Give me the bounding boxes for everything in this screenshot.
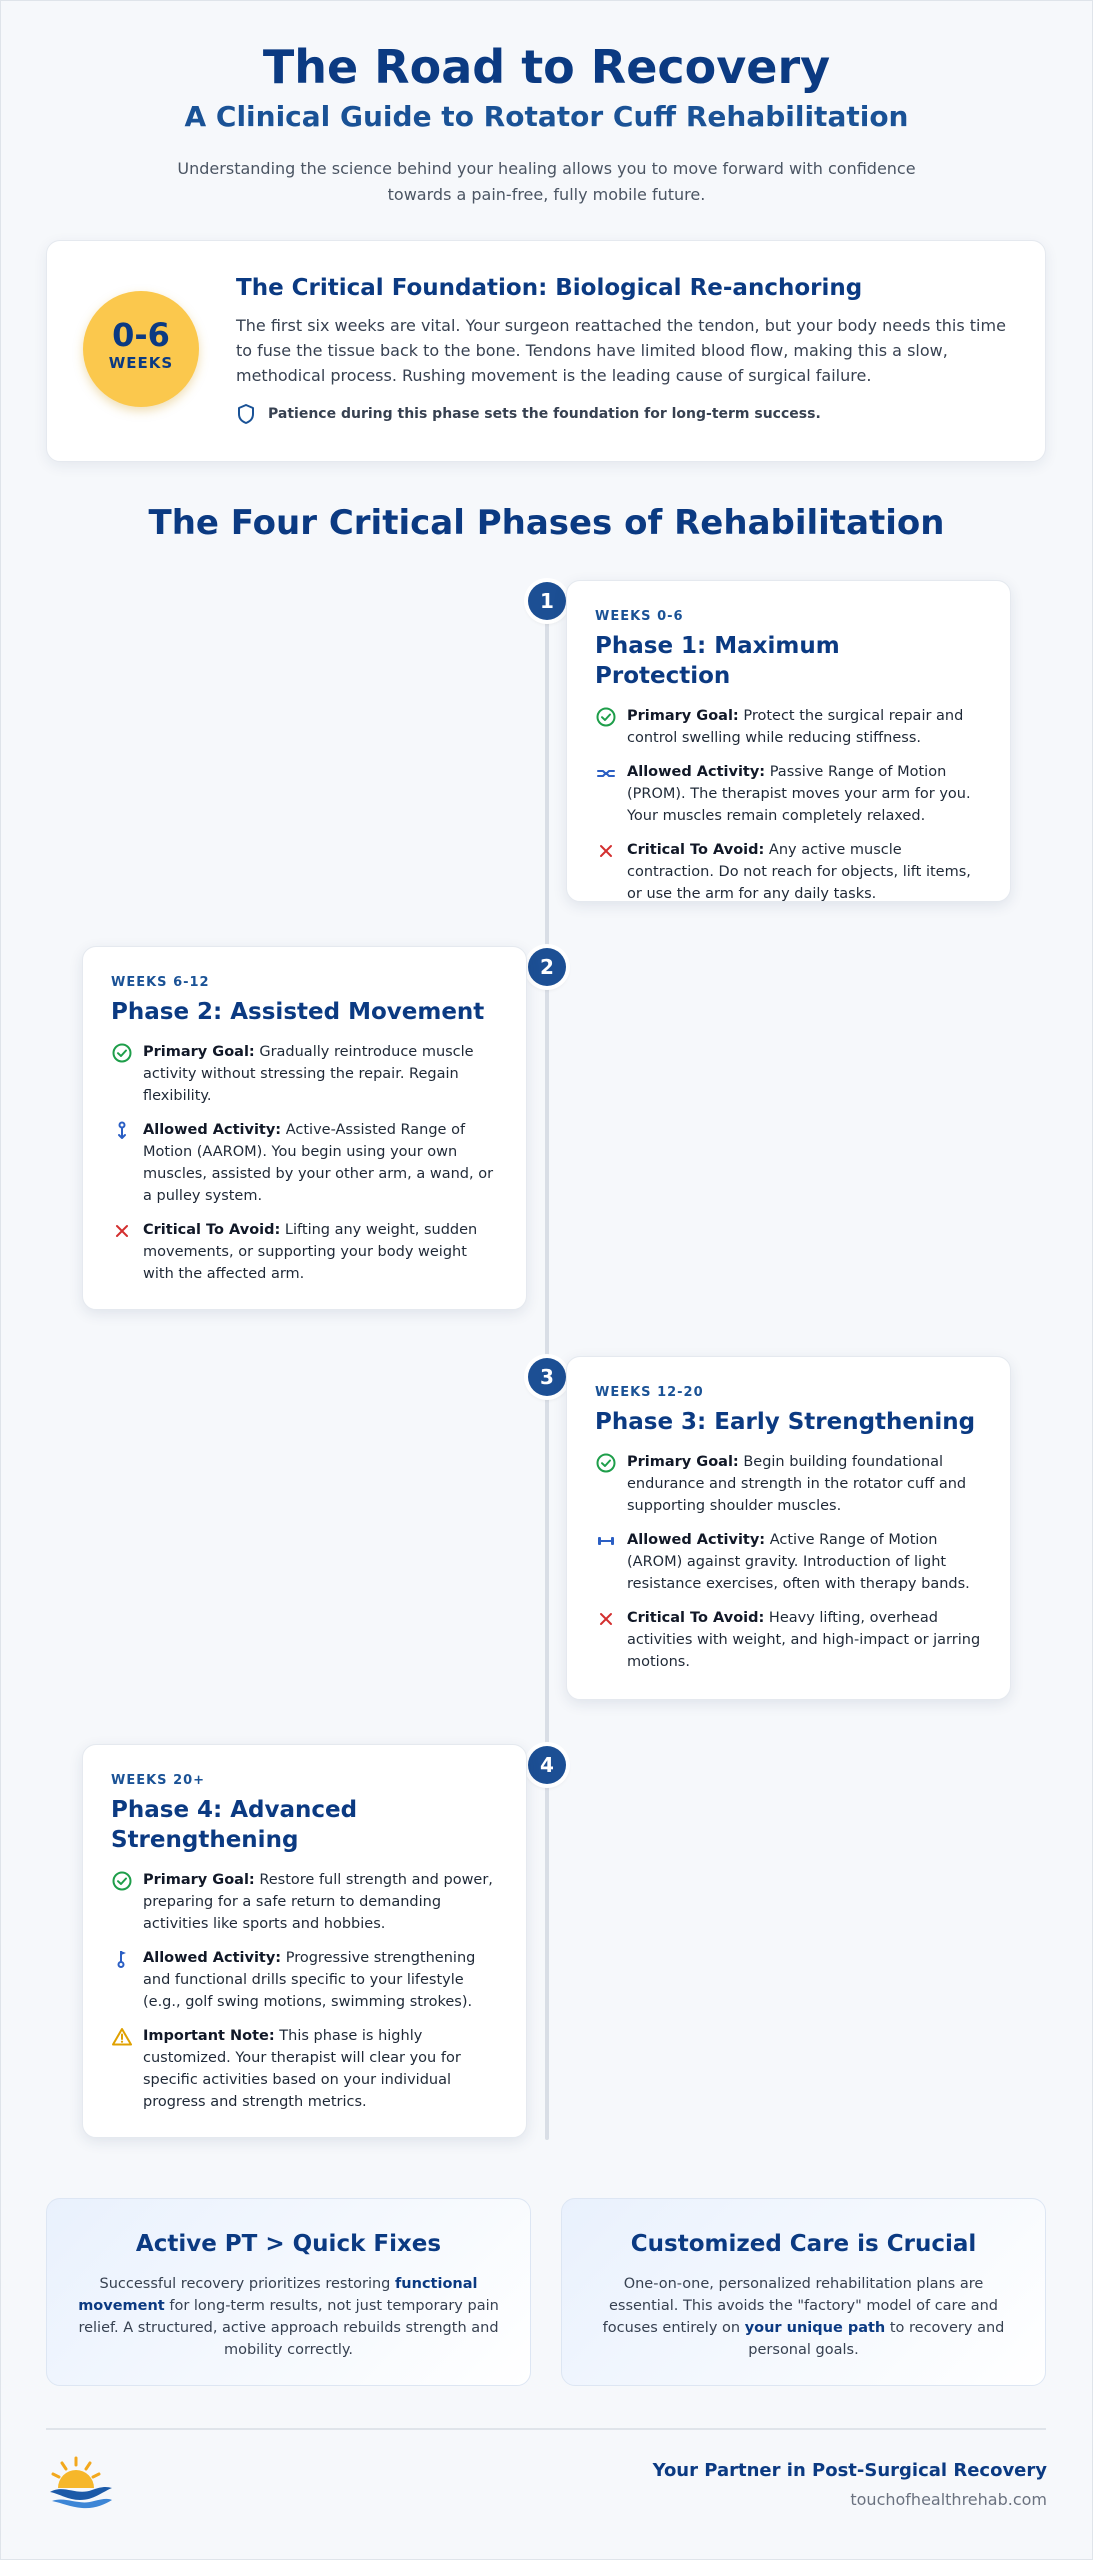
text-part: One-on-one, personalized rehabilitation plans are essential. This avoids the "factory" model of care and focuses entirely on bbox=[602, 2276, 999, 2336]
x-icon bbox=[595, 1608, 617, 1630]
badge-unit: WEEKS bbox=[108, 354, 174, 372]
x-icon bbox=[595, 840, 617, 862]
item-text: Heavy lifting, overhead activities with weight, and high-impact or jarring motions. bbox=[627, 1610, 981, 1670]
phase-title: Phase 1: Maximum Protection bbox=[595, 633, 840, 689]
phase-number-2: 2 bbox=[528, 948, 566, 986]
foundation-note bbox=[236, 403, 821, 425]
brand-logo bbox=[46, 2456, 116, 2512]
phases-section-title: The Four Critical Phases of Rehabilitation bbox=[148, 503, 945, 543]
emphasis-text: your unique path bbox=[744, 2320, 886, 2336]
phase-number-1: 1 bbox=[528, 582, 566, 620]
info-box-active-pt bbox=[46, 2198, 531, 2386]
page-header bbox=[0, 38, 1093, 208]
phase-item-goal bbox=[595, 705, 982, 749]
check-circle-icon bbox=[595, 1452, 617, 1474]
item-text: Protect the surgical repair and control swelling while reducing stiffness. bbox=[627, 708, 964, 746]
item-label: Primary Goal: bbox=[143, 1044, 255, 1060]
info-box-text bbox=[77, 2273, 500, 2361]
phase-item-activity bbox=[595, 1529, 982, 1595]
intro-text: Understanding the science behind your healing allows you to move forward with confidence towards a pain-free, fully mobile future. bbox=[177, 159, 916, 204]
item-text: Restore full strength and power, preparing for a safe return to demanding activities like sports and hobbies. bbox=[143, 1872, 493, 1932]
phase-weeks: WEEKS 6-12 bbox=[111, 975, 210, 990]
phase-item-avoid bbox=[111, 1219, 498, 1285]
phase-weeks: WEEKS 20+ bbox=[111, 1773, 206, 1788]
check-circle-icon bbox=[595, 706, 617, 728]
warning-icon bbox=[111, 2026, 133, 2048]
pulley-icon bbox=[111, 1120, 133, 1142]
badge-number: 0-6 bbox=[112, 316, 170, 354]
item-label: Critical To Avoid: bbox=[143, 1222, 281, 1238]
phase-title: Phase 2: Assisted Movement bbox=[111, 999, 485, 1025]
item-label: Primary Goal: bbox=[143, 1872, 255, 1888]
hands-icon bbox=[595, 762, 617, 784]
phase-item-activity bbox=[595, 761, 982, 827]
phase-card-4 bbox=[82, 1744, 527, 2138]
footer-website: touchofhealthrehab.com bbox=[850, 2490, 1047, 2509]
phase-item-activity bbox=[111, 1119, 498, 1207]
item-label: Critical To Avoid: bbox=[627, 1610, 765, 1626]
item-text: Lifting any weight, sudden movements, or supporting your body weight with the affected arm. bbox=[143, 1222, 478, 1282]
page-title: The Road to Recovery bbox=[262, 40, 831, 94]
phase-number-4: 4 bbox=[528, 1746, 566, 1784]
check-circle-icon bbox=[111, 1042, 133, 1064]
phase-card-2 bbox=[82, 946, 527, 1310]
item-text: Any active muscle contraction. Do not reach for objects, lift items, or use the arm for any daily tasks. bbox=[627, 842, 971, 902]
info-box-title: Active PT > Quick Fixes bbox=[135, 2231, 442, 2257]
dumbbell-icon bbox=[595, 1530, 617, 1552]
item-label: Allowed Activity: bbox=[627, 1532, 766, 1548]
foundation-note-text: Patience during this phase sets the foundation for long-term success. bbox=[268, 406, 821, 422]
phase-number-3: 3 bbox=[528, 1358, 566, 1396]
footer-divider bbox=[46, 2428, 1046, 2430]
phase-item-avoid bbox=[595, 1607, 982, 1673]
item-text: Gradually reintroduce muscle activity without stressing the repair. Regain flexibility. bbox=[143, 1044, 474, 1104]
emphasis-text: functional movement bbox=[78, 2276, 478, 2314]
text-part: to recovery and personal goals. bbox=[748, 2320, 1005, 2358]
item-text: Passive Range of Motion (PROM). The therapist moves your arm for you. Your muscles remain completely relaxed. bbox=[627, 764, 971, 824]
x-icon bbox=[111, 1220, 133, 1242]
phase-card-3 bbox=[566, 1356, 1011, 1700]
phase-weeks: WEEKS 12-20 bbox=[595, 1385, 704, 1400]
info-box-customized-care bbox=[561, 2198, 1046, 2386]
item-label: Primary Goal: bbox=[627, 1454, 739, 1470]
phase-item-goal bbox=[595, 1451, 982, 1517]
phase-title: Phase 3: Early Strengthening bbox=[595, 1409, 976, 1435]
item-label: Primary Goal: bbox=[627, 708, 739, 724]
phase-card-1 bbox=[566, 580, 1011, 902]
text-part: Successful recovery prioritizes restoring bbox=[99, 2276, 395, 2292]
item-text: Progressive strengthening and functional drills specific to your lifestyle (e.g., golf swing motions, swimming strokes). bbox=[143, 1950, 476, 2010]
phase-weeks: WEEKS 0-6 bbox=[595, 609, 684, 624]
item-label: Critical To Avoid: bbox=[627, 842, 765, 858]
item-label: Allowed Activity: bbox=[143, 1122, 282, 1138]
item-text: This phase is highly customized. Your therapist will clear you for specific activities based on your individual progress and strength metrics. bbox=[143, 2028, 461, 2110]
item-label: Important Note: bbox=[143, 2028, 275, 2044]
phase-item-note bbox=[111, 2025, 498, 2113]
phase-item-goal bbox=[111, 1869, 498, 1935]
page-subtitle: A Clinical Guide to Rotator Cuff Rehabilitation bbox=[184, 100, 909, 133]
shield-icon bbox=[236, 403, 256, 425]
weeks-badge bbox=[83, 291, 199, 407]
golf-icon bbox=[111, 1948, 133, 1970]
info-box-title: Customized Care is Crucial bbox=[630, 2231, 977, 2257]
foundation-card bbox=[46, 240, 1046, 462]
item-label: Allowed Activity: bbox=[627, 764, 766, 780]
item-label: Allowed Activity: bbox=[143, 1950, 282, 1966]
text-part: for long-term results, not just temporary pain relief. A structured, active approach rebuilds strength and mobility correctly. bbox=[78, 2298, 499, 2358]
item-text: Active-Assisted Range of Motion (AAROM). You begin using your own muscles, assisted by your other arm, a wand, or a pulley system. bbox=[143, 1122, 494, 1204]
phase-item-goal bbox=[111, 1041, 498, 1107]
foundation-text: The first six weeks are vital. Your surgeon reattached the tendon, but your body needs this time to fuse the tissue back to the bone. Tendons have limited blood flow, making this a slow, methodical process. Rushing movement is the leading cause of surgical failure. bbox=[236, 316, 1006, 385]
footer-tagline: Your Partner in Post-Surgical Recovery bbox=[652, 2460, 1047, 2481]
item-text: Active Range of Motion (AROM) against gravity. Introduction of light resistance exercises, often with therapy bands. bbox=[627, 1532, 970, 1592]
foundation-title: The Critical Foundation: Biological Re-anchoring bbox=[236, 275, 863, 301]
check-circle-icon bbox=[111, 1870, 133, 1892]
phase-item-activity bbox=[111, 1947, 498, 2013]
info-box-text bbox=[592, 2273, 1015, 2361]
phase-title: Phase 4: Advanced Strengthening bbox=[111, 1797, 358, 1853]
phase-item-avoid bbox=[595, 839, 982, 905]
item-text: Begin building foundational endurance and strength in the rotator cuff and supporting shoulder muscles. bbox=[627, 1454, 967, 1514]
